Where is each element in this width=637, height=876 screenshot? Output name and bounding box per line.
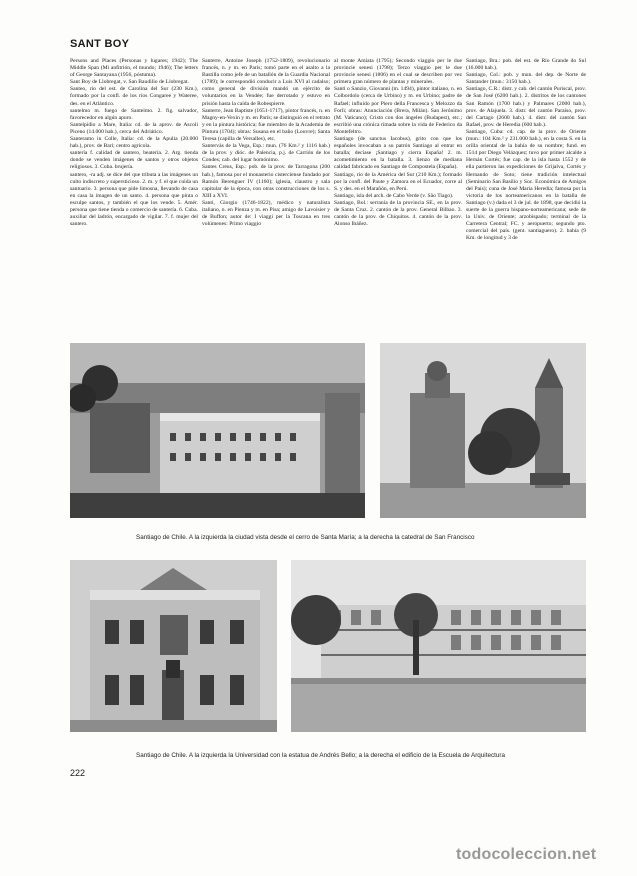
caption-bottom: Santiago de Chile. A la izquierda la Universidad con la estatua de Andrés Bello; a la derecha el edificio de la Escuela de Arquitectura	[136, 752, 505, 759]
cathedral-photo	[380, 343, 586, 518]
page-number: 222	[70, 768, 86, 778]
column-2-text: Santerre, Antoine Joseph (1752-1809), revolucionario francés, n. y m. en París; tomó parte en el asalto a la Bastilla como jefe de un batallón de la Guardia Nacional (1789); le correspondió conducir a Luis XVI al cadalso; como general de división mandó un ejército de voluntarios en la Vendée; fue derrotado y estuvo en prisión hasta la caída de Robespierre. Santerre, Jean Baptiste (1651-1717), pintor francés, n. en Magny-en-Vexin y m. en París; se distinguió en el retrato y en la pintura histórica; fue miembro de la Academia de Pintura (1704); obras: Susana en el baño (Louvre); Santa Teresa (capilla de Versalles), etc. Santervás de la Vega, Esp.: mun. (76 Km.² y 1116 hab.) de la prov. y dióc. de Palencia, p.j. de Carrión de los Condes; cab. del lugar homónimo. Santes Creus, Esp.: pob. de la prov. de Tarragona (200 hab.), famosa por el monasterio cisterciense fundado por Ramón Berenguer IV (1160); iglesia, claustro y sala capitular de la época, con otras construcciones de los s. XIII a XVI. Santi, Giorgio (1746-1822), médico y naturalista italiano, n. en Pienza y m. en Pisa; amigo de Lavoisier y de Buffon; autor de: I viaggi per la Toscana en tres volúmenes: Primo viaggio	[202, 58, 330, 228]
text-column-1	[70, 58, 198, 340]
text-columns	[70, 58, 586, 340]
text-column-2	[202, 58, 330, 340]
column-4-text: Santiago, Bra.: pob. del est. de Río Grande do Sul (16.000 hab.). Santiago, Col.: pob. y mun. del dep. de Norte de Santander (mun.: 3150 hab.). Santiago, C.R.: distr. y cab. del cantón Puriscal, prov. de San José (6200 hab.). 2. distritos de los cantones San Ramón (1700 hab.) y Palmares (2000 hab.), prov. de Alajuela. 3. distr. del cantón Paraíso, prov. del Cartago (2600 hab.). 4. distr. del cantón San Rafael, prov. de Heredia (600 hab.). Santiago, Cuba: cd. cap. de la prov. de Oriente (mun.: 104 Km.² y 231.000 hab.), en la costa S. en la orilla oriental de la bahía de su nombre; fund. en 1514 por Diego Velázquez; tuvo por primer alcalde a Hernán Cortés; fue cap. de la isla hasta 1552 y de ella partieron las expediciones de Grijalva, Cortés y Hernando de Soto; tiene tradición intelectual (Seminario San Basilio y Soc. Económica de Amigos del País); cuna de José María Heredia; famosa por la victoria de los norteamericanos en la batalla de Santiago (v.) dada el 3 de jul. de 1898, que decidió la suerte de la guerra hispano-norteamericana; sede de la Univ. de Oriente; arzobispado; terminal de la Carretera Central; FC. y aeropuerto; segundo pto. comercial del país. (gent. santiaguero). 2. bahía (9 Km. de longitud y 3 de	[466, 58, 586, 242]
column-3-text: al monte Amiata (1795); Secondo viaggio per le due provincie senesi (1798); Terzo viaggio per le due provincie senesi (1806) en el cual se describen por vez primera gran número de plantas y minerales. Santi o Sanzio, Giovanni (m. 1494), pintor italiano, n. en Colbordolo (cerca de Urbino) y m. en Urbino; padre de Rafael; influido por Piero della Francesca y Melozzo da Forlì; obras: Anunciación (Brera, Milán). San Jerónimo (M. Vaticano); Cristo con dos ángeles (Budapest), etc.; escribió una crónica rimada sobre la vida de Federico da Montefeltro. Santiago (de sanctus Iacobus), grito con que los españoles invocaban a su patrón Santiago al entrar en batalla; decíase ¡Santiago y cierra España! 2. m. acometimiento en la batalla. 3. lienzo de mediana calidad fabricado en Santiago de Compostela (España). Santiago, río de la América del Sur (210 Km.); formado por la confl. del Paute y Zamora en el Ecuador, corre al S. y des. en el Marañón, en Perú. Santiago, isla del arch. de Cabo Verde (v. São Tiago). Santiago, Bol.: serranía de la provincia SE., en la prov. de Santa Cruz. 2. cantón de la prov. General Bilbao. 3. cantón de la prov. de Chiquitos. 4. cantón de la prov. Alonso Ibáñez.	[334, 58, 462, 228]
university-photo	[70, 560, 277, 732]
watermark: todocoleccion.net	[456, 846, 597, 863]
column-1-text: Persons and Places (Personas y lugares; 1942); The Middle Span (Mi anfitrión, el mundo; 1946); The letters of George Santayana (1956, póstuma). Sant Boy de Llobregat, v. San Baudilio de Llobregat. Santeo, río del est. de Carolina del Sur (230 Km.), formado por la confl. de los ríos Congaree y Wateree, des. en el Atlántico. santelmo m. fuego de Santelmo. 2. fig. salvador, favorecedor en algún apuro. Santelpidio a Mare, Italia: cd. de la aprov. de Ascoli Piceno (14.000 hab.), cerca del Adriático. Santeramo in Colle, Italia: cd. de la Apulia (20.000 hab.), prov. de Bari; centro agrícola. santería f. calidad de santero, beatería. 2. Arg. tienda donde se venden imágenes de santos y otros objetos religiosos. 3. Cuba. brujería. santero, -ra adj. se dice del que tributa a las imágenes un culto indiscreto y supersticioso. 2. m. y f. el que cuida un santuario. 3. persona que pide limosna, llevando de casa en casa la imagen de un santo. 4. persona que pinta o esculpe santos, y también el que los vende. 5. Amér. persona que tiene tienda o comercio de santería. 6. Cuba. auxiliar del ladrón, encargado de vigilar. 7. f. mujer del santero.	[70, 58, 198, 228]
architecture-school-photo	[291, 560, 586, 732]
page-header: SANT BOY	[70, 38, 130, 50]
text-column-4	[466, 58, 586, 340]
caption-top: Santiago de Chile. A la izquierda la ciudad vista desde el cerro de Santa María; a la derecha la catedral de San Francisco	[136, 534, 475, 541]
text-column-3	[334, 58, 462, 340]
city-view-photo	[70, 343, 365, 518]
